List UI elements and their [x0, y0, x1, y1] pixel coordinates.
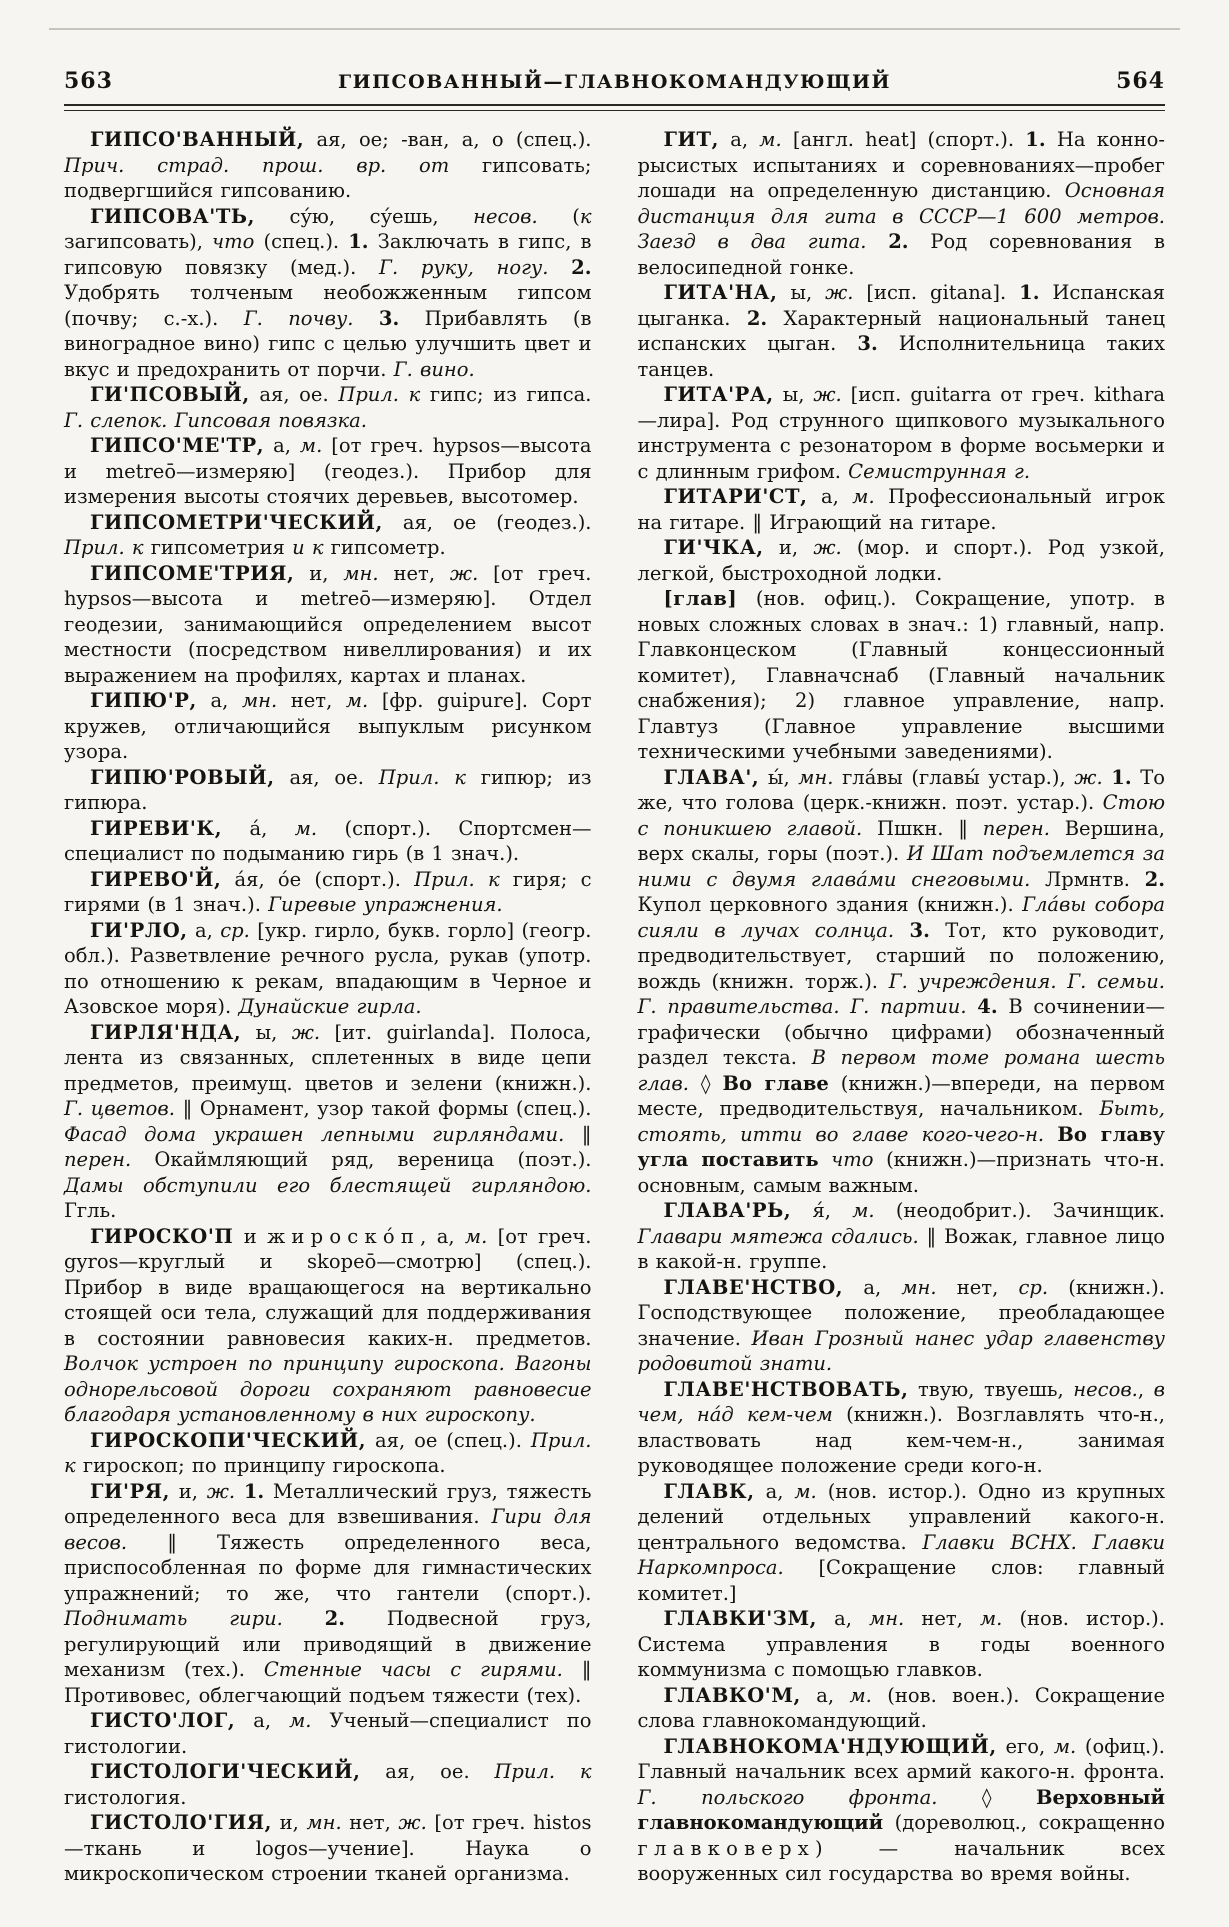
entry-text: Ученый—специалист по гистологии. [64, 1709, 592, 1758]
entry-text: (спец.). [254, 230, 349, 253]
entry-headword: ГИ'РЯ, [90, 1479, 171, 1503]
entry-text [894, 919, 909, 942]
dictionary-entry [64, 688, 592, 765]
dictionary-entry [638, 1275, 1166, 1377]
entry-text: , а, [420, 1224, 465, 1248]
column-left [64, 127, 592, 1887]
entry-text: ы, [241, 1020, 292, 1044]
entry-text: а, [754, 1479, 795, 1503]
entry-text: м. [299, 434, 323, 457]
entry-text: гипсометр. [323, 536, 446, 559]
entry-text: несов. [473, 204, 538, 228]
entry-text: Верховный главнокомандующий [637, 1785, 1165, 1834]
entry-text: ая, ое (геодез.). [382, 510, 592, 534]
entry-text: загипсовать), [64, 230, 213, 253]
entry-text: [от греч. histos—ткань и logos—учение]. Наука о микроскопическом строении тканей организма. [64, 1811, 592, 1885]
entry-text: ж. [813, 383, 842, 406]
entry-text: ы́, [759, 765, 799, 789]
entry-text: Заключать в гипс, в гипсовую повязку (мед.). [64, 230, 592, 279]
entry-text: ‖ [564, 1122, 592, 1146]
entry-text: несов. [1073, 1377, 1138, 1401]
entry-text: и к [292, 536, 324, 559]
entry-text: а, [187, 918, 221, 942]
dictionary-entry [638, 382, 1166, 484]
entry-text: ж. [291, 1020, 321, 1044]
entry-text: Прил. к [64, 1428, 592, 1477]
entry-text: В сочинении—графически (обычно цифрами) обозначенный раздел текста. [637, 995, 1165, 1069]
entry-headword: ГИПСО'ВАННЫЙ, [90, 128, 305, 151]
dictionary-entry [64, 918, 592, 1020]
entry-text: м. [852, 1199, 875, 1222]
entry-text: к [579, 204, 592, 228]
page-number-left: 563 [64, 68, 113, 94]
running-head: ГИПСОВАННЫЙ—ГЛАВНОКОМАНДУЮЩИЙ [338, 71, 891, 93]
entry-text: 2. [324, 1607, 345, 1630]
entry-text: (спорт.). Спортсмен—специалист по подыманию гирь (в 1 знач.). [64, 816, 592, 865]
entry-text: Гири для весов. [64, 1505, 592, 1554]
entry-text: Г. руку, ногу. [379, 255, 549, 279]
entry-text [967, 995, 978, 1018]
entry-text: 1. [1111, 765, 1132, 789]
dictionary-entry [638, 586, 1166, 765]
entry-text: Главари мятежа сдались. [637, 1224, 919, 1248]
entry-text: Г. цветов. [64, 1097, 175, 1120]
dictionary-entry [64, 561, 592, 689]
entry-headword: ГИСТОЛО'ГИЯ, [90, 1811, 272, 1834]
dictionary-entry [638, 1479, 1166, 1607]
entry-text: и [233, 1224, 268, 1248]
entry-text: ж. [825, 281, 854, 304]
entry-text: гипюр; из гипюра. [64, 765, 592, 814]
entry-text: Гиревые упражнения. [268, 893, 503, 916]
entry-text: гистология. [64, 1785, 187, 1809]
dictionary-entry [64, 510, 592, 561]
entry-text: Г. учреждения. Г. семьи. Г. правительства. Г. партии. [637, 969, 1165, 1018]
entry-text: а, [196, 689, 242, 712]
entry-text: (нов. воен.). Сокращение слова главнокомандующий. [637, 1683, 1165, 1732]
entry-headword: ГЛАВКИ'ЗМ, [663, 1607, 817, 1630]
entry-text: и, [170, 1479, 207, 1503]
entry-text: [ит. guirlanda]. Полоса, лента из связанных, сплетенных в виде цепи предметов, преимущ. цветов и зелени (книжн.). [64, 1020, 592, 1095]
entry-text: Дунайские гирла. [238, 995, 422, 1018]
entry-text: 2. [1144, 867, 1165, 891]
entry-text: [от греч. hypsos—высота и metreō—измеряю]. Отдел геодезии, занимающийся определением высот местности (посредством нивеллирования) и их выражением на профилях, картах и планах. [64, 561, 592, 687]
entry-text: Металлический груз, тяжесть определенного веса для взвешивания. [64, 1479, 592, 1528]
entry-text [1044, 1123, 1057, 1146]
entry-text: , [1137, 1377, 1154, 1401]
entry-text: Волчок устроен по принципу гироскопа. Вагоны однорельсовой дороги сохраняют равновесие благодаря установленному в них гироскопу. [64, 1352, 592, 1426]
entry-text: м. [979, 1607, 1003, 1630]
entry-text [866, 230, 888, 253]
entry-text: [исп. guitarra от греч. kithara—лира]. Род струнного щипкового музыкального инструмента с резонатором в форме восьмерки и с длинным грифом. [637, 383, 1165, 483]
entry-text: а, [719, 128, 760, 151]
entry-headword: ГИТА'РА, [663, 383, 774, 406]
entry-text: (дореволюц., сокращенно [883, 1811, 1165, 1834]
entry-text: ‖ Противовес, облегчающий подъем тяжести (тех). [64, 1658, 592, 1707]
header-double-rule [64, 104, 1165, 111]
entry-text: Род соревнования в велосипедной гонке. [637, 230, 1165, 279]
entry-text: его, [996, 1734, 1054, 1758]
entry-text: Прил. к [64, 536, 144, 559]
entry-text: а, [800, 1683, 850, 1707]
entry-headword: ГИТА'НА, [663, 281, 778, 304]
entry-text: гипсовать; подвергшийся гипсованию. [64, 153, 592, 202]
entry-text: гла́вы (главы́ устар.), [833, 765, 1075, 789]
entry-text: (нов. истор.). Одно из крупных делений отдельных управлений какого-н. центрального ведомства. [637, 1479, 1165, 1554]
dictionary-entry [64, 1810, 592, 1887]
entry-text: Быть, стоять, итти во главе кого-чего-н. [637, 1097, 1165, 1146]
entry-text: ж. [206, 1479, 236, 1503]
entry-headword: ГИ'ЧКА, [663, 536, 764, 559]
dictionary-entry [638, 1198, 1166, 1275]
dictionary-entry [64, 765, 592, 816]
entry-text: гиря; с гирями (в 1 знач.). [64, 867, 592, 916]
entry-headword: ГИТ, [663, 128, 720, 151]
entry-text: Главки ВСНХ. Главки Наркомпроса. [637, 1530, 1166, 1579]
entry-text: Тот, кто руководит, предводительствует, старший по положению, вождь (книжн. торж.). [637, 918, 1165, 993]
dictionary-entry [638, 484, 1166, 535]
entry-headword: ГИРОСКО'П [90, 1224, 234, 1248]
entry-text: Стою с поникшею главой. [637, 791, 1165, 840]
entry-text: Купол церковного здания (книжн.). [637, 893, 1023, 916]
entry-text: нет, [936, 1275, 1019, 1299]
dictionary-entry [638, 1734, 1166, 1887]
entry-text: Исполнительница таких танцев. [637, 332, 1165, 381]
entry-text [354, 307, 379, 330]
entry-text: что [212, 230, 255, 253]
entry-text: а́я, о́е (спорт.). [221, 867, 415, 891]
entry-text: Гла́вы собора сияли в лучах солнца. [637, 893, 1166, 942]
entry-text: Подвесной груз, регулирующий или приводящий в движение механизм (тех.). [64, 1607, 592, 1681]
column-right [638, 127, 1166, 1887]
page-header [0, 68, 1229, 94]
entry-text: 4. [977, 995, 998, 1018]
text-columns [0, 111, 1229, 1887]
entry-text: мн. [306, 1811, 342, 1834]
entry-text: [фр. guipure]. Сорт кружев, отличающийся выпуклым рисунком узора. [64, 689, 592, 763]
entry-text: (офиц.). Главный начальник всех армий какого-н. фронта. [637, 1734, 1165, 1783]
entry-text: Испанская цыганка. [637, 281, 1165, 330]
dictionary-entry [64, 816, 592, 867]
entry-text: Во главе [722, 1071, 829, 1095]
entry-text: Г. почву. [243, 306, 354, 330]
entry-text: и, [272, 1811, 307, 1834]
entry-text: м. [294, 816, 318, 840]
entry-text: ы, [777, 281, 826, 304]
entry-text: 1. [1019, 281, 1040, 304]
entry-headword: ГИПСО'МЕ'ТР, [90, 434, 265, 457]
entry-text [819, 1148, 832, 1171]
entry-text: твую, твуешь, [908, 1377, 1074, 1401]
dictionary-entry [64, 382, 592, 433]
entry-text: Основная дистанция для гита в СССР—1 600 метров. Заезд в два гита. [637, 179, 1165, 253]
entry-text: ср. [1018, 1275, 1049, 1299]
entry-text: м. [1053, 1734, 1077, 1758]
entry-text: Во главу угла поставить [637, 1122, 1165, 1171]
entry-headword: ГИ'РЛО, [90, 918, 188, 942]
entry-text: (нов. истор.). Система управления в годы военного коммунизма с помощью главков. [637, 1607, 1165, 1681]
entry-text: мн. [901, 1275, 937, 1299]
entry-text: ж. [398, 1811, 427, 1834]
entry-text: ◊ [688, 1071, 723, 1095]
dictionary-entry [64, 1224, 592, 1428]
entry-text: ы, [773, 383, 814, 406]
entry-headword: ГИПСОВА'ТЬ, [90, 204, 255, 228]
entry-text: ) — начальник всех вооруженных сил государства во время войны. [637, 1836, 1165, 1885]
entry-text [283, 1607, 325, 1630]
entry-text: ◊ [937, 1785, 1036, 1809]
entry-headword: ГЛАВА', [663, 765, 760, 789]
entry-text: [исп. gitana]. [853, 281, 1020, 304]
entry-text: 2. [571, 255, 592, 279]
entry-text: а, [817, 1607, 870, 1630]
entry-text: гипсометрия [143, 536, 293, 559]
entry-text: То же, что голова (церк.-книжн. поэт. устар.). [637, 765, 1166, 814]
entry-text [548, 256, 571, 279]
entry-headword: ГИСТО'ЛОГ, [90, 1709, 236, 1732]
entry-text: Иван Грозный нанес удар главенству родовитой знати. [637, 1326, 1165, 1375]
entry-text: (книжн.). Господствующее положение, преобладающее значение. [637, 1275, 1165, 1350]
entry-headword: ГИПЮ'Р, [90, 689, 197, 712]
entry-text: мн. [343, 561, 379, 585]
dictionary-entry [64, 1708, 592, 1759]
entry-text: м. [852, 485, 875, 508]
entry-text: и, [294, 561, 344, 585]
entry-headword: [глав] [663, 587, 738, 610]
entry-text: Прич. страд. прош. вр. от [64, 153, 450, 177]
entry-text: ая, ое; -ван, а, о (спец.). [304, 128, 592, 151]
dictionary-entry [64, 127, 592, 204]
page-number-right: 564 [1116, 68, 1165, 94]
entry-text: гипс; из гипса. [420, 383, 592, 406]
entry-text: Прил. к [338, 383, 421, 406]
entry-headword: ГЛАВА'РЬ, [663, 1199, 792, 1222]
dictionary-entry [638, 1683, 1166, 1734]
entry-text: Г. слепок. Гипсовая повязка. [64, 408, 367, 432]
entry-text: Г. вино. [393, 357, 475, 381]
entry-text: 1. [243, 1479, 265, 1503]
entry-text: В первом томе романа шесть глав. [637, 1046, 1165, 1095]
entry-text: а, [807, 485, 853, 508]
entry-text: 3. [857, 332, 878, 355]
entry-text: ж. [449, 561, 479, 585]
entry-text: а, [235, 1709, 290, 1732]
entry-text: Стенные часы с гирями. [263, 1658, 563, 1681]
entry-text [235, 1480, 244, 1503]
dictionary-entry [64, 1020, 592, 1224]
entry-text: (книжн.). Возглавлять что-н., властвовать над кем-чем-н., занимая руководящее положение среди кого-н. [637, 1403, 1166, 1477]
entry-text: (книжн.)—впереди, на первом месте, предводительствуя, начальником. [637, 1071, 1165, 1120]
entry-text: ‖ Вожак, главное лицо в какой-н. группе. [637, 1224, 1165, 1273]
entry-headword: ГЛАВЕ'НСТВО, [663, 1275, 844, 1299]
entry-text: ая, ое. [274, 765, 379, 789]
entry-text: 3. [378, 306, 400, 330]
entry-text: м. [345, 689, 369, 712]
entry-text: Прил. к [414, 867, 500, 891]
dictionary-entry [638, 1606, 1166, 1683]
entry-text: ср. [220, 918, 250, 942]
entry-headword: ГЛАВЕ'НСТВОВАТЬ, [663, 1377, 909, 1401]
entry-text: 1. [1025, 128, 1046, 151]
entry-headword: ГЛАВК, [663, 1479, 755, 1503]
entry-text: ая, ое (спец.). [366, 1428, 531, 1452]
entry-text: я́, [791, 1199, 853, 1222]
entry-text: [от греч. hypsos—высота и metreō—измеряю] (геодез.). Прибор для измерения высоты стоячих деревьев, высотомер. [64, 434, 592, 508]
entry-text: главковерх [637, 1836, 816, 1860]
entry-headword: ГИПСОМЕ'ТРИЯ, [90, 561, 295, 585]
entry-headword: ГИРЛЯ'НДА, [90, 1020, 242, 1044]
entry-text: Семиструнная г. [848, 459, 1031, 483]
entry-text: Характерный национальный танец испанских цыган. [637, 306, 1165, 355]
entry-text: (нов. офиц.). Сокращение, употр. в новых сложных словах в знач.: 1) главный, напр. Главконцеском (Главный концессионный комитет), Главначснаб (Главный начальник снабжения); 2) главное управление, напр. Главтуз (Главное управление высшими техническими учебными заведениями). [637, 587, 1165, 763]
entry-text: и, [763, 536, 814, 559]
entry-headword: ГИТАРИ'СТ, [663, 485, 808, 508]
entry-text: [от греч. gyros—круглый и skopeō—смотрю] (спец.). Прибор в виде вращающегося на вертикально стоящей оси тела, служащий для поддерживания в состоянии равновесия каких-н. предметов. [64, 1224, 592, 1350]
entry-text: Профессиональный игрок на гитаре. ‖ Играющий на гитаре. [637, 485, 1165, 534]
entry-text: в чем, на́д кем-чем [637, 1377, 1165, 1426]
entry-headword: ГИРЕВО'Й, [90, 867, 222, 891]
entry-text: ‖ Орнамент, узор такой формы (спец.). [174, 1097, 592, 1120]
entry-text: Окаймляющий ряд, вереница (поэт.). [131, 1148, 592, 1171]
dictionary-entry [64, 1428, 592, 1479]
dictionary-entry [64, 867, 592, 918]
entry-text: нет, [277, 689, 346, 712]
entry-text: м. [794, 1479, 817, 1503]
entry-text: ая, ое. [249, 383, 339, 406]
entry-text: Ггль. [64, 1199, 117, 1222]
dictionary-entry [638, 535, 1166, 586]
entry-text: Дамы обступили его блестящей гирляндою. [64, 1173, 592, 1197]
entry-text: м. [289, 1709, 312, 1732]
entry-text: 3. [909, 918, 930, 942]
entry-text: перен. [64, 1148, 132, 1171]
entry-headword: ГИПСОМЕТРИ'ЧЕСКИЙ, [90, 510, 383, 534]
entry-text: 2. [746, 306, 768, 330]
dictionary-entry [64, 1759, 592, 1810]
entry-text: нет, [378, 561, 450, 585]
entry-text: 1. [348, 230, 369, 253]
entry-text: перен. [982, 816, 1050, 840]
page-edge-rule [0, 28, 1229, 30]
entry-text: ‖ Тяжесть определенного веса, приспособленная по форме для гимнастических упражнений; то же, что гантели (спорт.). [64, 1530, 592, 1605]
entry-text: м. [464, 1224, 488, 1248]
dictionary-entry [638, 765, 1166, 1199]
dictionary-entry [638, 1377, 1166, 1479]
entry-text: ( [537, 204, 580, 228]
entry-text: ая, ое. [360, 1760, 495, 1783]
entry-text: мн. [798, 765, 834, 789]
entry-text: (неодобрит.). Зачинщик. [874, 1199, 1165, 1222]
entry-text: 2. [888, 230, 909, 253]
entry-text: (книжн.)—признать что-н. основным, самым важным. [637, 1148, 1165, 1197]
entry-text: ж. [813, 536, 842, 559]
entry-text: На конно-рысистых испытаниях и соревнованиях—пробег лошади на определенную дистанцию. [637, 128, 1165, 202]
entry-text: Г. польского фронта. [637, 1785, 938, 1809]
dictionary-entry [64, 204, 592, 383]
entry-text: гироскоп; по принципу гироскопа. [75, 1454, 446, 1477]
entry-text: а, [843, 1275, 902, 1299]
entry-text: Прил. к [378, 765, 466, 789]
entry-text: Поднимать гири. [64, 1607, 283, 1630]
entry-text: нет, [341, 1811, 399, 1834]
entry-headword: ГИРЕВИ'К, [90, 816, 223, 840]
entry-text: а́, [222, 816, 295, 840]
entry-text: [англ. heat] (спорт.). [781, 128, 1026, 151]
entry-text: Пшкн. ‖ [862, 816, 983, 840]
entry-headword: ГИ'ПСОВЫЙ, [90, 383, 250, 406]
entry-text: Фасад дома украшен лепными гирляндами. [64, 1122, 565, 1146]
entry-headword: ГЛАВКО'М, [663, 1683, 801, 1707]
entry-text: м. [849, 1683, 872, 1707]
entry-headword: ГИРОСКОПИ'ЧЕСКИЙ, [90, 1428, 367, 1452]
entry-text: Прибавлять (в виноградное вино) гипс с целью улучшить цвет и вкус и предохранить от порчи. [64, 306, 592, 381]
dictionary-entry [638, 280, 1166, 382]
entry-text: Удобрять толченым необожженным гипсом (почву; с.-х.). [64, 281, 592, 330]
entry-text: мн. [869, 1607, 905, 1630]
entry-text: И Шат подъемлется за ними с двумя глава́ми снеговыми. [637, 842, 1166, 891]
entry-text: [укр. гирло, букв. горло] (геогр. обл.). Разветвление речного русла, рукав (употр. по отношению к рекам, впадающим в Черное и Азовское моря). [64, 918, 592, 1018]
entry-text: жироско́п [267, 1224, 421, 1248]
entry-headword: ГИСТОЛОГИ'ЧЕСКИЙ, [90, 1760, 361, 1783]
entry-text: что [831, 1148, 874, 1171]
entry-headword: ГЛАВНОКОМА'НДУЮЩИЙ, [663, 1734, 997, 1758]
entry-text: м. [759, 128, 782, 151]
entry-headword: ГИПЮ'РОВЫЙ, [90, 765, 275, 789]
entry-text: Вершина, верх скалы, горы (поэт.). [637, 816, 1165, 865]
entry-text: [Сокращение слов: главный комитет.] [637, 1556, 1165, 1605]
entry-text: мн. [241, 689, 278, 712]
entry-text: Лрмнтв. [1030, 867, 1145, 891]
entry-text: Прил. к [494, 1760, 592, 1783]
dictionary-entry [638, 127, 1166, 280]
entry-text: ж. [1074, 765, 1103, 789]
entry-text [1103, 766, 1112, 789]
dictionary-entry [64, 1479, 592, 1709]
entry-text: су́ю, су́ешь, [254, 204, 474, 228]
dictionary-entry [64, 433, 592, 510]
entry-text: (мор. и спорт.). Род узкой, легкой, быстроходной лодки. [637, 536, 1166, 585]
entry-text: а, [264, 434, 300, 457]
entry-text: нет, [904, 1607, 980, 1630]
